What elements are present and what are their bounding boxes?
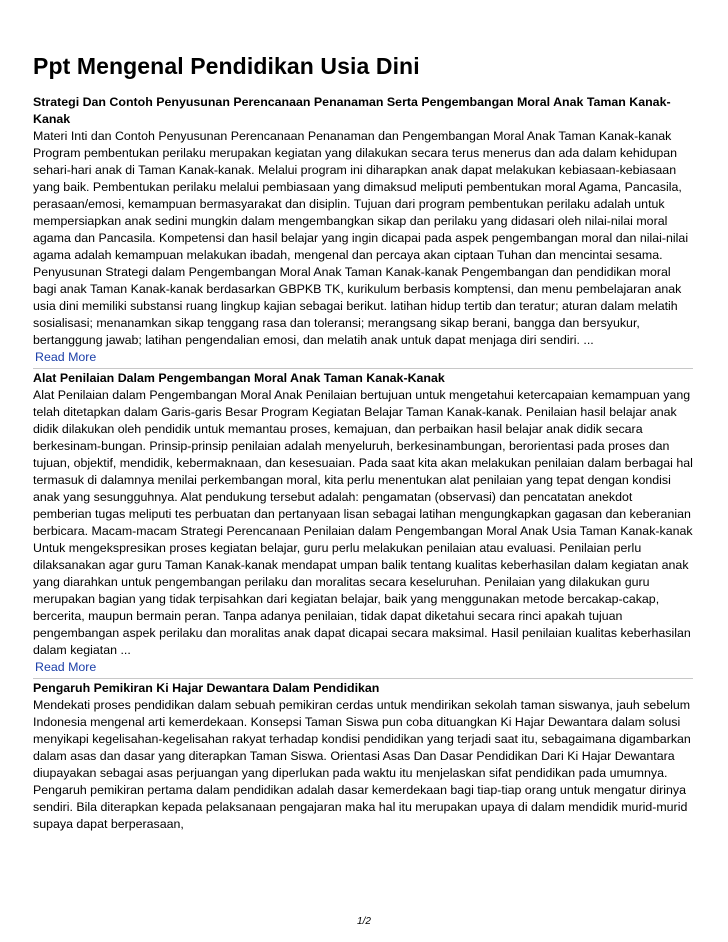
page-title: Ppt Mengenal Pendidikan Usia Dini bbox=[33, 53, 420, 79]
article-title: Pengaruh Pemikiran Ki Hajar Dewantara Dalam Pendidikan bbox=[33, 681, 380, 695]
article-title: Alat Penilaian Dalam Pengembangan Moral Anak Taman Kanak-Kanak bbox=[33, 371, 445, 385]
divider bbox=[33, 368, 693, 369]
read-more-link[interactable]: Read More bbox=[35, 660, 97, 674]
article-ki-hajar bbox=[33, 680, 693, 833]
article-strategi bbox=[33, 94, 693, 366]
page-number: 1/2 bbox=[357, 916, 371, 927]
article-alat-penilaian bbox=[33, 370, 693, 676]
article-title: Strategi Dan Contoh Penyusunan Perencanaan Penanaman Serta Pengembangan Moral Anak Taman Kanak-Kanak bbox=[33, 95, 671, 126]
divider bbox=[33, 678, 693, 679]
document-page bbox=[33, 52, 693, 833]
article-body: Materi Inti dan Contoh Penyusunan Perencanaan Penanaman dan Pengembangan Moral Anak Taman Kanak-kanak Program pembentukan perilaku merupakan kegiatan yang dilakukan secara terus menerus dan ada dalam kehidupan sehari-hari anak di Taman Kanak-kanak. Melalui program ini diharapkan anak dapat melakukan kebiasaan-kebiasaan yang baik. Pembentukan perilaku melalui pembiasaan yang dimaksud meliputi pembentukan moral Agama, Pancasila, perasaan/emosi, kemampuan bermasyarakat dan disiplin. Tujuan dari program pembentukan perilaku adalah untuk mempersiapkan anak sedini mungkin dalam mengembangkan sikap dan perilaku yang didasari oleh nilai-nilai moral agama dan Pancasila. Kompetensi dan hasil belajar yang ingin dicapai pada aspek pengembangan moral dan nilai-nilai agama adalah kemampuan melakukan ibadah, mengenal dan percaya akan ciptaan Tuhan dan mencintai sesama. Penyusunan Strategi dalam Pengembangan Moral Anak Taman Kanak-kanak Pengembangan dan pendidikan moral bagi anak Taman Kanak-kanak berdasarkan GBPKB TK, kurikulum berbasis komptensi, dan menu pembelajaran anak usia dini memiliki substansi ruang lingkup kajian sebagai berikut. latihan hidup tertib dan teratur; aturan dalam melatih sosialisasi; menanamkan sikap tenggang rasa dan toleransi; merangsang sikap berani, bangga dan bersyukur, bertanggung jawab; latihan pengendalian emosi, dan melatih anak untuk dapat menjaga diri sendiri. ... bbox=[33, 129, 689, 347]
article-body: Mendekati proses pendidikan dalam sebuah pemikiran cerdas untuk mendirikan sekolah taman siswanya, jauh sebelum Indonesia mengenal arti kemerdekaan. Konsepsi Taman Siswa pun coba dituangkan Ki Hajar Dewantara dalam solusi menyikapi kegelisahan-kegelisahan rakyat terhadap kondisi pendidikan yang terjadi saat itu, sebagaimana digambarkan dalam asas dan dasar yang diterapkan Taman Siswa. Orientasi Asas Dan Dasar Pendidikan Dari Ki Hajar Dewantara diupayakan sebagai asas perjuangan yang diperlukan pada waktu itu menjelaskan sifat pendidikan pada umumnya. Pengaruh pemikiran pertama dalam pendidikan adalah dasar kemerdekaan bagi tiap-tiap orang untuk mengatur dirinya sendiri. Bila diterapkan kepada pelaksanaan pengajaran maka hal itu merupakan upaya di dalam mendidik murid-murid supaya dapat berperasaan, bbox=[33, 698, 691, 831]
read-more-link[interactable]: Read More bbox=[35, 350, 97, 364]
article-body: Alat Penilaian dalam Pengembangan Moral Anak Penilaian bertujuan untuk mengetahui ketercapaian kemampuan yang telah ditetapkan dalam Garis-garis Besar Program Kegiatan Belajar Taman Kanak-kanak. Penilaian hasil belajar anak didik dilakukan oleh pendidik untuk memantau proses, kemajuan, dan perbaikan hasil belajar anak didik secara berkesinam-bungan. Prinsip-prinsip penilaian adalah menyeluruh, berkesinambungan, berorientasi pada proses dan tujuan, objektif, mendidik, kebermaknaan, dan kesesuaian. Pada saat kita akan melakukan penilaian dalam berbagai hal termasuk di dalamnya menilai perkembangan moral, kita perlu menentukan alat penilaian yang tepat dengan kondisi anak yang sesungguhnya. Alat pendukung tersebut adalah: pengamatan (observasi) dan pencatatan anekdot pemberian tugas meliputi tes perbuatan dan pertanyaan lisan sebagai latihan mengungkapkan gagasan dan keberanian berbicara. Macam-macam Strategi Perencanaan Penilaian dalam Pengembangan Moral Anak Usia Taman Kanak-kanak Untuk mengekspresikan proses kegiatan belajar, guru perlu melakukan penilaian atau evaluasi. Penilaian perlu dilaksanakan agar guru Taman Kanak-kanak mendapat umpan balik tentang kualitas keberhasilan dalam kegiatan anak yang diarahkan untuk pengembangan perilaku dan moralitas secara keseluruhan. Penilaian yang dilakukan guru merupakan bagian yang tidak terpisahkan dari kegiatan belajar, baik yang menggunakan metode bercakap-cakap, bercerita, maupun bermain peran. Tanpa adanya penilaian, tidak dapat diketahui secara rinci apakah tujuan pengembangan aspek perilaku dan moralitas anak dapat dicapai secara maksimal. Hasil penilaian kualitas keberhasilan dalam kegiatan ... bbox=[33, 388, 693, 657]
